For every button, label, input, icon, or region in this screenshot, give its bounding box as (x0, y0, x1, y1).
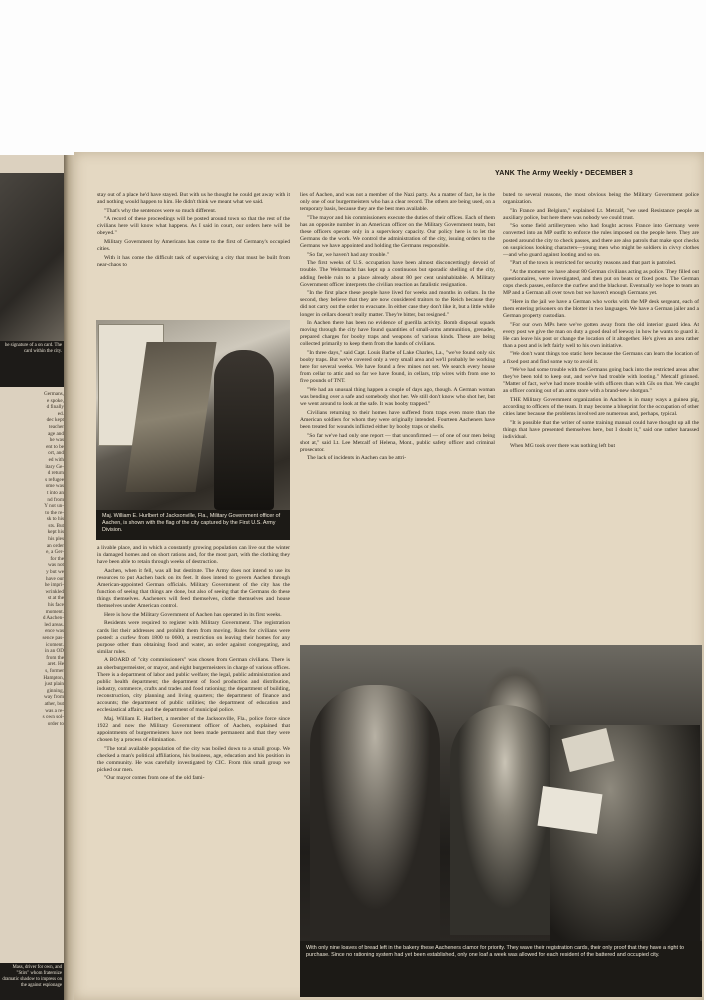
article-paragraph: "In three days," said Capt. Louis Barbe of Lake Charles, La., "we've found only six booby traps. But we've covered only a very small area and we'll probably be working here for several weeks. We have found a few mines not set. We search every house from cellar to attic and so far we have found, in cellars, trip wires with from one to five pounds of TNT. (300, 349, 495, 385)
article-paragraph: Civilians returning to their homes have suffered from traps even more than the American soldiers for whom they were originally intended. Fourteen Aacheners have been treated for wounds inflicted either by booby traps or shells. (300, 409, 495, 430)
article-paragraph: "Here in the jail we have a German who works with the MP desk sergeant, each of them entering prisoners on the blotter in two languages. We have a German jailer and a German property custodian. (503, 298, 699, 319)
left-strip-line: order to (47, 720, 64, 727)
left-strip-line: ginning, (46, 687, 64, 694)
article-paragraph: "In France and Belgium," explained Lt. Metcalf, "we used Resistance people as auxiliary police, but here there was nobody we could trust. (503, 207, 699, 221)
left-strip-line: sk to his (46, 516, 64, 523)
article-paragraph: When MG took over there was nothing left but (510, 442, 616, 449)
left-strip-line: to the re- (45, 509, 64, 516)
article-paragraph: "That's why the sentences were so much different. (104, 207, 217, 214)
left-strip-line: s, former (45, 667, 64, 674)
left-strip-line: kept his (47, 529, 64, 536)
officer-figure (214, 350, 274, 510)
left-strip-line: was not (48, 562, 64, 569)
left-strip-line: moment. (45, 608, 64, 615)
left-strip-line: sence pas- (42, 634, 64, 641)
article-paragraph: "Part of the town is restricted for security reasons and that part is patroled. (510, 260, 677, 267)
left-strip-line: y but we (46, 569, 64, 576)
left-strip-line: for the (50, 555, 64, 562)
left-strip-line: icoment. (45, 641, 64, 648)
article-paragraph: Here is how the Military Government of Aachen has operated in its first weeks. (104, 611, 282, 618)
left-strip-line: nd from (47, 496, 64, 503)
article-paragraph: "So some field artillerymen who had fought across France into Germany were converted into an MP outfit to enforce the rules imposed on the people here. They are posted around the city to check passes, and there are also patrols that make spot checks on suspicious looking characters—young men who might be soldiers in civvy clothes—and who guard against looting and so on. (503, 223, 699, 258)
article-paragraph: "So far we've had only one report — that unconfirmed — of one of our men being shot at," said Lt. Lee Metcalf of Helena, Mont., public safety officer and criminal prosecutor. (300, 432, 495, 453)
left-strip-line: e spoke, (47, 397, 64, 404)
left-strip-line: he impri- (44, 582, 64, 589)
left-strip-line: an order (46, 542, 64, 549)
photo-caption-officer: Maj. William E. Hurlbert of Jacksonville, Fla., Military Government officer of Aachen, is shown with the flag of the city captured by the First U.S. Army Division. (96, 510, 290, 540)
left-strip-line: ed. (57, 410, 64, 417)
left-strip-line: Y not un- (44, 503, 64, 510)
article-paragraph: Residents were required to register with Military Government. The registration cards list their addresses and prohibit them from moving. Rules for civilians were posted: a curfew from 1800 to 0600, a restriction on leaving their homes for any purpose other than obtaining food and water, an order against congregating, and similar rules. (97, 620, 290, 655)
left-strip-line: from the (46, 654, 64, 661)
left-strip-line: just plain (44, 681, 64, 688)
article-paragraph: "The mayor and his commissioners execute the duties of their offices. Each of them has an opposite number in an American officer on the Military Government team, but these officers operate only in a supervisory capacity. Our policy here is to let the Germans do the work. We control the administration of the city, issuing orders to the Germans we have appointed and holding the Germans responsible. (300, 214, 495, 250)
left-strip-line: t into an (46, 489, 64, 496)
article-paragraph: THE Military Government organization in Aachen is in many ways a guinea pig, according to officers of the team. It may become a blueprint for the occupation of other cities later because the problems involved are numerous and, perhaps, typical. (503, 397, 699, 418)
left-strip-line: teacher (49, 423, 64, 430)
left-strip-line: d finally (46, 404, 64, 411)
left-strip-line: his face (48, 602, 64, 608)
article-paragraph: Military Government by Americans has come to the first of Germany's occupied cities. (97, 239, 290, 253)
left-strip-line: e, a Ger- (46, 549, 64, 556)
photo-bakery-crowd (300, 645, 702, 941)
column-3 (503, 192, 699, 640)
column-1-bottom (97, 545, 290, 993)
left-strip-bottom-caption: Mass, driver for own, and "Stirs" whom fraternize dramatic shadow to impress on the against espionage (0, 963, 64, 1000)
left-strip-line: ed with (48, 456, 64, 463)
left-strip-line: d return (47, 470, 64, 477)
article-paragraph: "We've had some trouble with the Germans going back into the restricted areas after they've been told to keep out, and we've had trouble with looting." Metcalf grinned. "Matter of fact, we've had more trouble with officers than with GIs on that. We caught an officer coming out of an arms store with a brand-new shotgun." (503, 367, 699, 395)
left-strip-line: age and (48, 430, 64, 437)
left-strip-photo (0, 173, 64, 341)
left-strip-text (0, 391, 66, 727)
left-strip-line: ort, and (48, 450, 64, 457)
article-paragraph: A BOARD of "city commissioners" was chosen from German civilians. There is an oberburgermeister, or mayor, and eight burgermeisters in charge of various offices. There is a department of labor and public welfare; the legal, public administration and public health department; the department of food production and distribution, industry, commerce, crafts and trades and food rationing; the department of building, reconstruction, city planning and living quarters; the department of finance and accounts; the department of public utilities; the department of education and ecclesiastical affairs; and the department of municipal police. (97, 657, 290, 714)
article-paragraph: "In the first place these people have lived for weeks and months in cellars. In the second, they believe that they are now considered traitors to the Reich because they did not carry out the order to evacuate. In either case they don't like it, but a little while longer in cellars doesn't really matter. They're bitter, but resigned." (300, 290, 495, 318)
left-strip-line: way from (43, 694, 64, 701)
article-paragraph: a livable place, and in which a constantly growing population can live out the winter in damaged homes and on short rations and, for the most part, with the clothing they have been able to retain through weeks of destruction. (97, 545, 290, 566)
article-paragraph: "Our mayor comes from one of the old fami- (104, 775, 205, 782)
article-paragraph: "For our own MPs here we've gotten away from the old interior guard idea. At every post we give the man on duty a good deal of leeway in how he wants to guard it. He can leave his post or change the location of it altogether. He's given an area rather than a post and is left fairly well to his own initiative. (503, 321, 699, 349)
left-strip-line: have our (45, 575, 64, 582)
photo-caption-bakery: With only nine loaves of bread left in the bakery these Aacheners clamor for priority. They wave their registration cards, their only proof that they have a right to purchase. Since no rationing system had yet been established, only one loaf a week was allowed for each resident of the battered and occupied city. (300, 941, 702, 997)
column-1-top (97, 192, 290, 317)
article-paragraph: Maj. William E. Hurlbert, a member of the Jacksonville, Fla., police force since 1922 and now the Military Government officer of Aachen, explained that appointments of burgermeisters have not been made permanent and that they were chosen by a process of elimination. (97, 715, 290, 743)
left-strip-line: ather, but (44, 700, 64, 707)
article-paragraph: "A record of these proceedings will be posted around town so that the rest of the civilians here will know what happens. As I said in court, our orders here will be obeyed." (97, 216, 290, 237)
left-strip-line: in an OD (44, 648, 64, 655)
left-strip-line: itary Ge- (45, 463, 64, 470)
article-paragraph: Aachen, when it fell, was all but destitute. The Army does not intend to use its resources to put Aachen back on its feet. It does intend to govern Aachen through American-appointed German officials. Military Government of the city has the function of seeing that things are done, but also of seeing that the Germans do these things themselves. Aacheners will feed themselves, clothe themselves and house themselves under American control. (97, 567, 290, 610)
left-strip-line: ence was (45, 628, 64, 635)
left-strip-caption: he signature of a on card. The card within the city. (0, 341, 64, 387)
article-paragraph: The lack of incidents in Aachen can be attri- (307, 455, 407, 462)
left-strip-line: Germans, (43, 391, 64, 397)
article-paragraph: "So far, we haven't had any trouble." (307, 251, 390, 258)
article-paragraph: "It is possible that the writer of some training manual could have thought up all the things that have presented themselves here, but I doubt it," said one rather harassed individual. (503, 419, 699, 440)
left-strip-line: he was (49, 437, 64, 444)
article-paragraph: "We had an unusual thing happen a couple of days ago, though. A German woman was bending over a safe and somebody shot her. We still don't know who shot her, but we went around to look at the safe. It was booby trapped." (300, 386, 495, 408)
left-strip-line: s refugee (45, 476, 64, 483)
left-strip-line: was a re- (45, 707, 64, 714)
woman-figure (310, 685, 440, 941)
article-paragraph: With it has come the difficult task of supervising a city that must be built from near-chaos to (97, 254, 290, 268)
article-paragraph: "The total available population of the city was boiled down to a small group. We checked a man's political affiliations, his business, age, education and his position in the community. He was carefully investigated by CIC. From this small group we picked our men. (97, 745, 290, 773)
previous-page-strip (0, 155, 66, 1000)
left-strip-line: ome was (45, 483, 64, 490)
column-2 (300, 192, 495, 640)
left-strip-line: his ples (48, 536, 64, 543)
registration-card (538, 786, 603, 834)
left-strip-line: dec kept (46, 417, 64, 424)
article-paragraph: "At the moment we have about 80 German civilians acting as police. They filled out questionnaires, were investigated, and then put on beats or fixed posts. The German cops check passes, enforce the curfew and the blackout. Eventually we hope to team an MP and a German all over town but we haven't enough Germans yet. (503, 268, 699, 297)
article-paragraph: lies of Aachen, and was not a member of the Nazi party. As a matter of fact, he is the only one of our burgermeisters who has a clear record. The others are being used, on a temporary basis, because they are the best men available. (300, 192, 495, 213)
left-strip-line: wrinkled (45, 588, 64, 595)
photo-officer-with-flag (96, 320, 290, 510)
article-paragraph: "We don't want things too static here because the Germans can learn the location of a fixed post and find some way to avoid it. (503, 351, 699, 365)
article-paragraph: stay out of a place he'd have stayed. But with us he thought he could get away with it and nothing would happen to him. He didn't think we meant what we said. (97, 192, 290, 206)
left-strip-line: ent to be (46, 443, 64, 450)
article-paragraph: The first weeks of U.S. occupation have been almost disconcertingly devoid of trouble. The Wehrmacht has kept up a continuous but sporadic shelling of the city, adding feeble ruin to a place already about 80 per cent uninhabitable. A Military Government officer interprets the civilian reaction as fatalistic resignation. (300, 260, 495, 288)
left-strip-line: led areas. (44, 621, 64, 628)
page-header: YANK The Army Weekly • DECEMBER 3 (495, 170, 633, 177)
left-strip-line: st at the (47, 595, 64, 602)
left-strip-line: sts. But (48, 522, 64, 529)
left-strip-line: Hampton, (43, 674, 64, 681)
left-strip-line: s own sol- (42, 714, 64, 721)
article-paragraph: In Aachen there has been no evidence of guerilla activity. Bomb disposal squads moving through the city have found quantities of small-arms ammunition, grenades, prepared charges for booby traps and weapons of various kinds. These are being collected primarily to keep them from the hands of civilians. (300, 320, 495, 348)
left-strip-line: d Aachen- (42, 615, 64, 622)
article-paragraph: buted to several reasons, the most obvious being the Military Government police organization. (503, 192, 699, 206)
left-strip-line: aret. He (47, 661, 64, 668)
